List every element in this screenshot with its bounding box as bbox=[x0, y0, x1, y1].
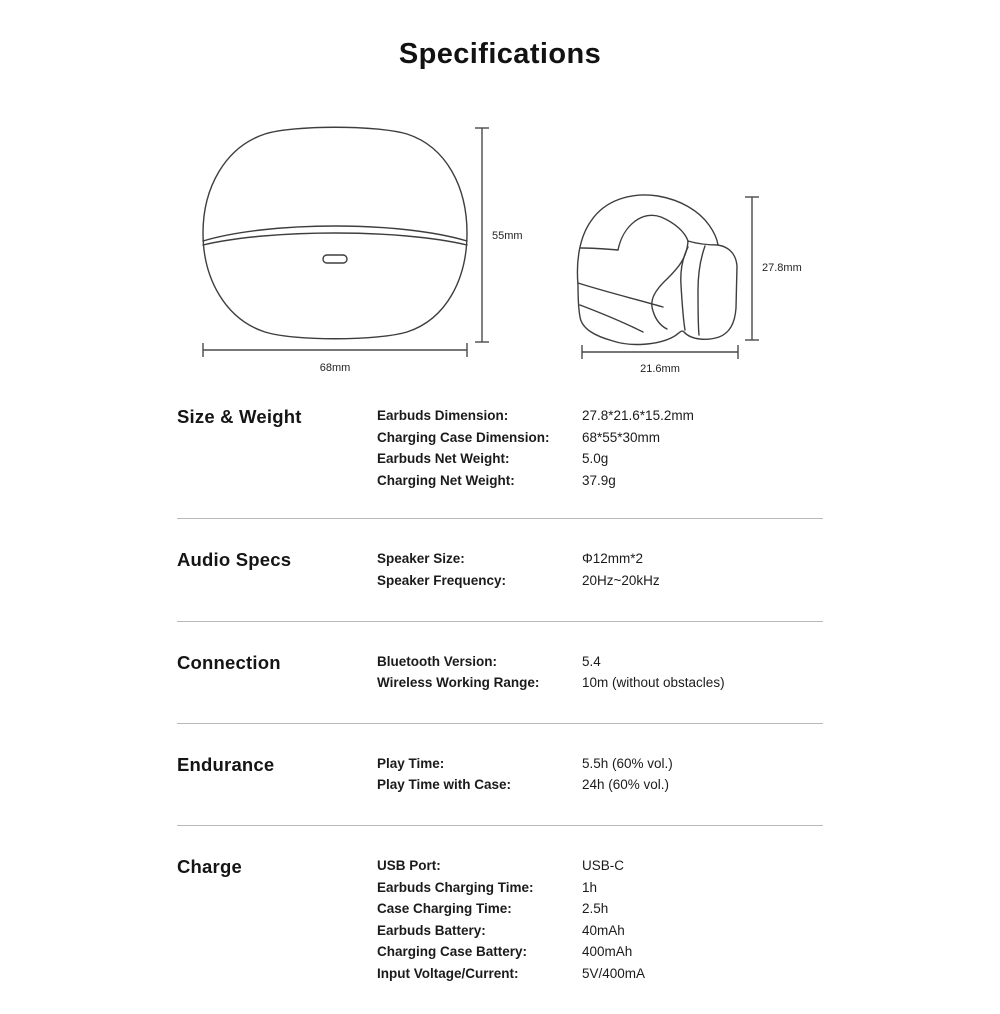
earbud-drawing bbox=[573, 190, 805, 376]
section-rows bbox=[377, 652, 823, 697]
spec-value: USB-C bbox=[582, 857, 625, 873]
spec-row bbox=[377, 573, 823, 595]
spec-value: 5.5h (60% vol.) bbox=[582, 755, 673, 771]
spec-table bbox=[177, 398, 823, 1014]
spec-row bbox=[377, 430, 823, 452]
spec-value: 40mAh bbox=[582, 922, 625, 938]
spec-row bbox=[377, 473, 823, 495]
spec-value: 1h bbox=[582, 879, 598, 895]
section-rows bbox=[377, 754, 823, 799]
spec-label: Play Time with Case: bbox=[377, 777, 512, 793]
spec-section-charge bbox=[177, 826, 823, 1014]
charging-case-diagram bbox=[195, 118, 530, 385]
earbud-inner-hook bbox=[618, 215, 688, 250]
spec-row bbox=[377, 901, 823, 923]
spec-value: 5.0g bbox=[582, 451, 609, 467]
earbud-pod-seam bbox=[698, 246, 705, 335]
earbud-height-label: 27.8mm bbox=[762, 262, 802, 274]
spec-value: 5.4 bbox=[582, 653, 601, 669]
section-rows bbox=[377, 549, 823, 594]
spec-row bbox=[377, 408, 823, 430]
charging-case-drawing bbox=[195, 118, 530, 380]
earbud-hook-band-line bbox=[581, 248, 618, 250]
spec-section-connection bbox=[177, 622, 823, 723]
spec-row bbox=[377, 966, 823, 988]
spec-value: 68*55*30mm bbox=[582, 429, 661, 445]
spec-label: Earbuds Net Weight: bbox=[377, 451, 510, 467]
spec-label: Bluetooth Version: bbox=[377, 653, 498, 669]
spec-label: USB Port: bbox=[377, 857, 441, 873]
case-lid-seam-lower bbox=[203, 233, 467, 245]
spec-row bbox=[377, 923, 823, 945]
spec-label: Charging Case Battery: bbox=[377, 944, 528, 960]
section-title: Charge bbox=[177, 855, 242, 877]
spec-section-size-weight bbox=[177, 398, 823, 518]
spec-row bbox=[377, 858, 823, 880]
case-indicator-pill bbox=[323, 255, 347, 263]
earbud-width-label: 21.6mm bbox=[640, 363, 680, 375]
section-title: Connection bbox=[177, 651, 281, 673]
spec-row bbox=[377, 675, 823, 697]
spec-label: Earbuds Dimension: bbox=[377, 408, 509, 423]
spec-row bbox=[377, 551, 823, 573]
spec-label: Input Voltage/Current: bbox=[377, 965, 519, 981]
earbud-silhouette bbox=[577, 195, 737, 344]
spec-row bbox=[377, 756, 823, 778]
spec-row bbox=[377, 451, 823, 473]
spec-row bbox=[377, 777, 823, 799]
earbud-pod-top-line bbox=[688, 241, 718, 245]
earbud-body-seam-lower bbox=[580, 305, 643, 332]
section-title: Audio Specs bbox=[177, 549, 292, 571]
spec-value: 24h (60% vol.) bbox=[582, 777, 670, 793]
section-rows bbox=[377, 406, 823, 494]
spec-row bbox=[377, 880, 823, 902]
case-width-label: 68mm bbox=[319, 362, 351, 374]
spec-label: Speaker Size: bbox=[377, 551, 465, 567]
spec-label: Case Charging Time: bbox=[377, 901, 512, 917]
spec-value: 37.9g bbox=[582, 472, 616, 488]
spec-value: 2.5h bbox=[582, 901, 609, 917]
earbud-outline-group bbox=[577, 195, 737, 344]
spec-value: 20Hz~20kHz bbox=[582, 572, 660, 588]
page-title: Specifications bbox=[398, 38, 602, 70]
spec-label: Speaker Frequency: bbox=[377, 572, 507, 588]
spec-label: Wireless Working Range: bbox=[377, 675, 540, 691]
section-rows bbox=[377, 856, 823, 988]
spec-label: Play Time: bbox=[377, 755, 445, 771]
case-height-dimension bbox=[475, 128, 523, 342]
case-outline-group bbox=[203, 127, 467, 339]
earbud-diagram bbox=[573, 190, 805, 381]
section-title: Size & Weight bbox=[177, 406, 302, 427]
spec-label: Charging Net Weight: bbox=[377, 472, 515, 488]
spec-value: 400mAh bbox=[582, 944, 633, 960]
spec-label: Earbuds Charging Time: bbox=[377, 879, 534, 895]
case-height-label: 55mm bbox=[492, 230, 523, 242]
spec-value: 10m (without obstacles) bbox=[582, 675, 725, 691]
earbud-width-dimension bbox=[582, 345, 738, 375]
spec-value: 27.8*21.6*15.2mm bbox=[582, 408, 694, 423]
spec-value: 5V/400mA bbox=[582, 965, 646, 981]
section-title: Endurance bbox=[177, 753, 275, 775]
spec-label: Earbuds Battery: bbox=[377, 922, 486, 938]
earbud-height-dimension bbox=[745, 197, 802, 340]
spec-section-endurance bbox=[177, 724, 823, 825]
case-width-dimension bbox=[203, 343, 467, 374]
earbud-pod-left-edge bbox=[681, 247, 688, 330]
spec-label: Charging Case Dimension: bbox=[377, 429, 550, 445]
spec-row bbox=[377, 654, 823, 676]
spec-value: Φ12mm*2 bbox=[582, 551, 644, 567]
earbud-body-seam-upper bbox=[578, 283, 663, 307]
spec-row bbox=[377, 944, 823, 966]
spec-section-audio-specs bbox=[177, 519, 823, 620]
